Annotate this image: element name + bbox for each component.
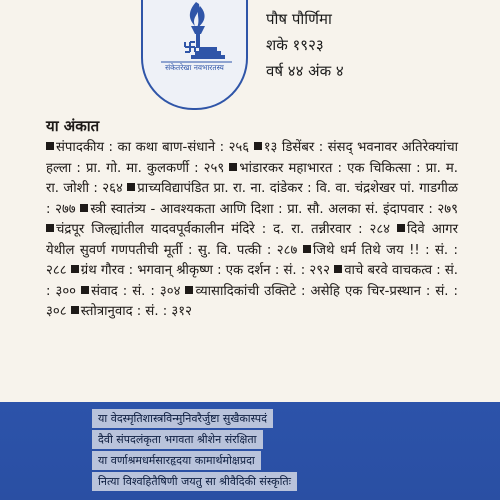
verse-line: या वर्णाश्रमधर्मसारहृदया कामार्थमोक्षप्रदा [92, 451, 261, 470]
sanskrit-verse [92, 409, 472, 493]
contents-entry[interactable]: वाचे बरवे वाचकत्व : सं. : ३०० [46, 263, 458, 299]
bullet-square-icon [81, 286, 89, 294]
bullet-square-icon [46, 142, 54, 150]
contents-entry[interactable]: ग्रंथ गौरव : भगवान् श्रीकृष्ण : एक दर्शन : सं. : २९२ [71, 263, 330, 278]
contents-entry[interactable]: स्तोत्रानुवाद : सं. : ३१२ [71, 304, 192, 319]
contents-entry[interactable]: जिथे धर्म तिथे जय !! : सं. : २८८ [46, 242, 458, 278]
verse-line: नित्या विश्वहितैषिणी जयतु सा श्रीवैदिकी संस्कृतिः [92, 472, 297, 491]
contents-entry[interactable]: प्राच्यविद्यापंडित प्रा. रा. ना. दांडेकर : वि. वा. चंद्रशेखर पां. गाडगीळ : २७७ [46, 181, 458, 217]
bullet-square-icon [229, 163, 237, 171]
contents-entry[interactable]: चंद्रपूर जिल्ह्यांतील यादवपूर्वकालीन मंदिरे : द. रा. तन्नीरवार : २८४ [46, 222, 390, 237]
journal-logo [141, 0, 248, 110]
contents-entry[interactable]: व्यासादिकांची उक्तिटे : असेहि एक चिर-प्रस्थान : सं. : ३०८ [46, 283, 458, 319]
issue-month: पौष पौर्णिमा [266, 10, 332, 28]
verse-line: या वेदस्मृतिशास्त्रविन्मुनिवरैर्जुष्टा सुखैकास्पदं [92, 409, 273, 428]
verse-line: दैवी संपदलंकृता भगवता श्रीशेन संरक्षिता [92, 430, 263, 449]
contents-entry[interactable]: संवाद : सं. : ३०४ [81, 284, 180, 299]
issue-shaka: शके १९२३ [266, 36, 324, 54]
issue-info [266, 6, 344, 84]
table-of-contents [46, 138, 458, 323]
bullet-square-icon [254, 142, 262, 150]
issue-volume: वर्ष ४४ अंक ४ [266, 62, 344, 80]
logo-motto: संकेतरेखा नवभारतस्य [165, 63, 224, 72]
contents-entry[interactable]: भांडारकर महाभारत : एक चिकित्सा : प्रा. म. रा. जोशी : २६४ [46, 160, 458, 196]
bullet-square-icon [185, 286, 193, 294]
bullet-square-icon [127, 183, 135, 191]
torch-emblem-icon [143, 0, 250, 110]
contents-entry[interactable]: स्त्री स्वातंत्र्य - आवश्यकता आणि दिशा : प्रा. सौ. अलका सं. इंदापवार : २७९ [80, 202, 458, 217]
contents-entry[interactable]: संपादकीय : का कथा बाण-संधाने : २५६ [46, 140, 249, 155]
contents-title: या अंकात [46, 117, 100, 135]
contents-entry[interactable]: दिवे आगर येथील सुवर्ण गणपतीची मूर्ती : सु. वि. पत्की : २८७ [46, 222, 458, 258]
bullet-square-icon [80, 204, 88, 212]
contents-entry[interactable]: १३ डिसेंबर : संसद् भवनावर अतिरेक्यांचा हल्ला : प्रा. गो. मा. कुलकर्णी : २५९ [46, 140, 458, 176]
bullet-square-icon [397, 224, 405, 232]
bullet-square-icon [71, 306, 79, 314]
bullet-square-icon [303, 245, 311, 253]
bullet-square-icon [71, 265, 79, 273]
bullet-square-icon [46, 224, 54, 232]
bullet-square-icon [334, 265, 342, 273]
